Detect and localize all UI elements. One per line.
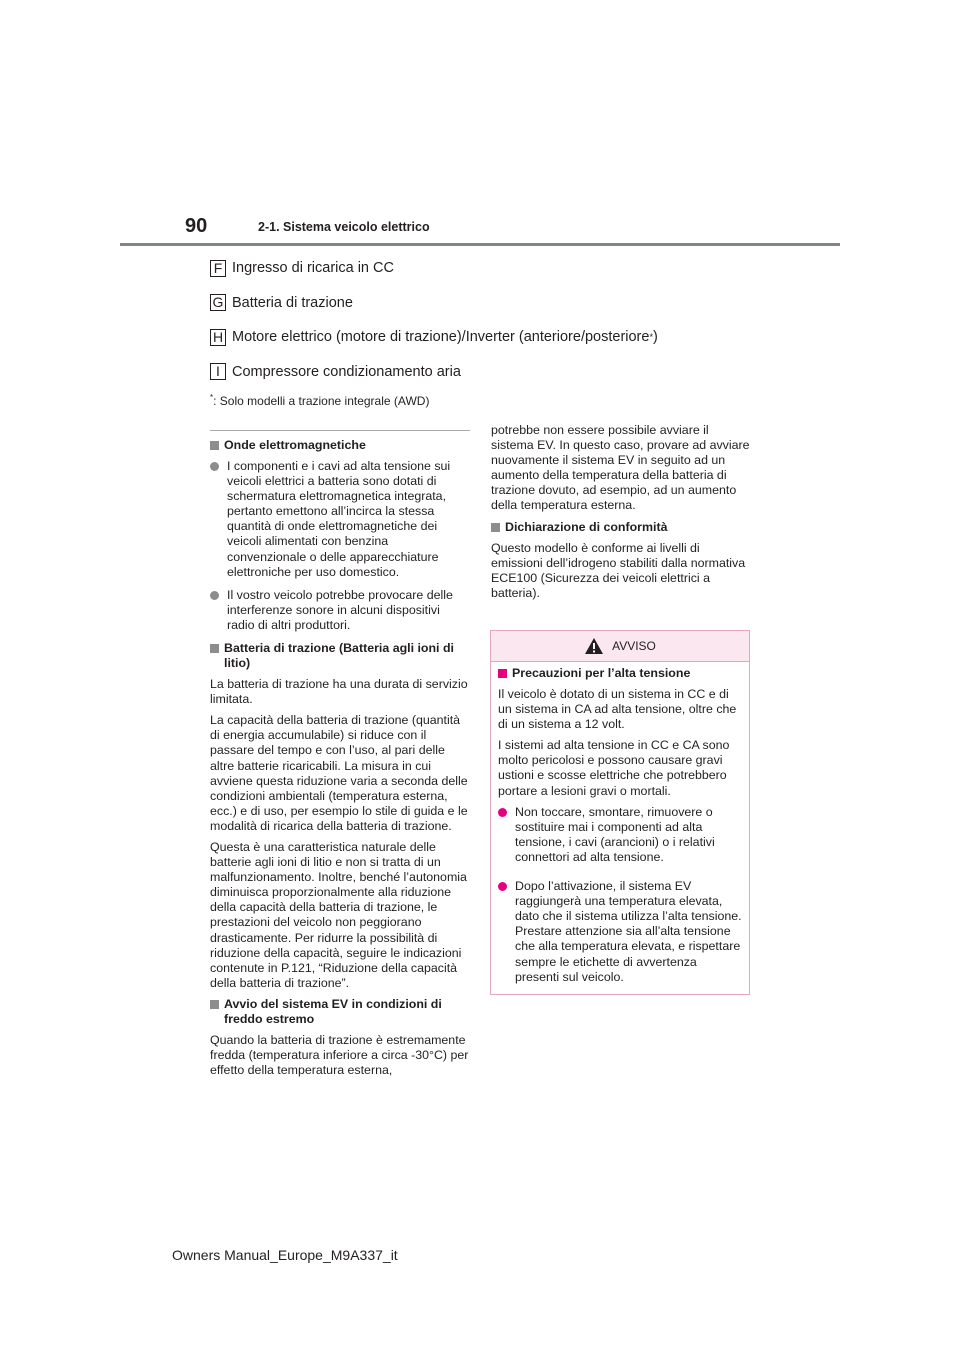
list-item-text: I componenti e i cavi ad alta tensione sui veicoli elettrici a batteria sono dotati di schermatura elettromagnetica integrata, pertanto emettono all’incirca la stessa quantità di onde elettromagnetiche dei veicoli alimentati con benzina convenzionale o delle apparecchiature elettroniche per uso domestico. [227,459,451,579]
warning-heading [498,666,743,681]
paragraph: Questa è una caratteristica naturale delle batterie agli ioni di litio e non si tratta di un malfunzionamento. Inoltre, benché l’autonomia diminuisca proporzionalmente alla riduzione della capacità della batteria di trazione, le prestazioni del veicolo non peggiorano drasticamente. Per ridurre la possibilità di riduzione della capacità, seguire le indicazioni contenute in P.121, “Riduzione della capacità della batteria di trazione”. [210,839,467,990]
paragraph: Questo modello è conforme ai livelli di emissioni dell’idrogeno stabiliti dalla normativa ECE100 (Sicurezza dei veicoli elettrici a batteria). [491,540,746,600]
circle-bullet-icon [498,882,507,891]
legend-item [210,362,770,382]
cold-start-heading [210,997,470,1027]
left-column [210,430,470,1084]
legend-letter-box: H [210,329,226,346]
legend-item [210,293,770,313]
list-item-text: Non toccare, smontare, rimuovere o sostituire mai i componenti ad alta tensione, i cavi (arancioni) o i relativi connettori ad alta tensione. [515,804,715,864]
legend-text: Compressore condizionamento aria [232,363,461,380]
legend-text: Batteria di trazione [232,294,353,311]
list-item-text: Dopo l’attivazione, il sistema EV raggiungerà una temperatura elevata, dato che il sistema utilizza l’alta tensione. Prestare attenzione sia all’alta tensione che alla temperatura elevata, e rispettare sempre le etichette di avvertenza presenti sul veicolo. [515,879,742,984]
list-item [210,459,470,580]
legend-text: Motore elettrico (motore di trazione)/Inverter (anteriore/posteriore [232,329,650,345]
right-column [491,423,753,607]
legend-item [210,258,770,278]
legend-text: Ingresso di ricarica in CC [232,260,394,276]
paragraph: I sistemi ad alta tensione in CC e CA sono molto pericolosi e possono causare gravi ustioni e scosse elettriche che potrebbero portare a lesioni gravi o mortali. [498,738,730,798]
square-bullet-icon [210,644,219,653]
square-bullet-icon [498,669,507,678]
list-item [498,879,743,985]
legend-item [210,327,770,347]
list-item [210,588,470,633]
warning-header [491,631,749,662]
footnote [210,393,429,408]
battery-heading-text: Batteria di trazione (Batteria agli ioni di litio) [224,641,454,671]
circle-bullet-icon [210,462,219,471]
square-bullet-icon [210,1000,219,1009]
footnote-text: : Solo modelli a trazione integrale (AWD) [213,394,430,408]
legend-text-suffix: ) [652,329,658,345]
legend-letter-box: F [210,260,226,277]
paragraph: Quando la batteria di trazione è estremamente fredda (temperatura inferiore a circa -30°C) per effetto della temperatura esterna, [210,1032,469,1078]
warning-title: AVVISO [612,639,656,653]
paragraph: Il veicolo è dotato di un sistema in CC e di un sistema in CA ad alta tensione, oltre che di un sistema a 12 volt. [498,687,737,732]
footnote-mark: * [210,393,214,402]
battery-heading [210,641,470,671]
paragraph: La capacità della batteria di trazione (quantità di energia accumulabile) si riduce con il passare del tempo e con l’uso, al pari delle altre batterie ricaricabili. La misura in cui avviene questa riduzione varia a seconda delle condizioni ambientali (temperatura esterna, ecc.) e di uso, per esempio lo stile di guida e le modalità di ricarica della batteria di trazione. [210,713,468,833]
component-legend [210,258,770,396]
conformity-heading-text: Dichiarazione di conformità [505,519,668,534]
footer-text: Owners Manual_Europe_M9A337_it [172,1247,398,1263]
square-bullet-icon [491,523,500,532]
warning-body [491,662,749,985]
circle-bullet-icon [210,591,219,600]
em-heading [210,438,470,453]
paragraph: La batteria di trazione ha una durata di servizio limitata. [210,677,468,707]
paragraph: potrebbe non essere possibile avviare il sistema EV. In questo caso, provare ad avviare nuovamente il sistema EV in seguito ad un aumento della temperatura della batteria di trazione dovuto, ad esempio, ad un aumento della temperatura esterna. [491,423,750,513]
warning-box [490,630,750,995]
circle-bullet-icon [498,808,507,817]
square-bullet-icon [210,441,219,450]
list-item [498,805,743,865]
legend-footnote-mark: * [649,332,653,342]
conformity-heading [491,520,753,535]
page-number: 90 [185,215,208,237]
warning-heading-text: Precauzioni per l’alta tensione [512,666,691,680]
header-rule [120,243,840,246]
column-rule [210,430,470,431]
legend-letter-box: G [210,294,226,311]
em-heading-text: Onde elettromagnetiche [224,438,366,452]
cold-start-heading-text: Avvio del sistema EV in condizioni di freddo estremo [224,996,442,1026]
section-title: 2-1. Sistema veicolo elettrico [258,220,430,234]
warning-triangle-icon [584,637,604,655]
legend-letter-box: I [210,363,226,380]
list-item-text: Il vostro veicolo potrebbe provocare delle interferenze sonore in alcuni dispositivi radio di altri produttori. [227,587,453,632]
